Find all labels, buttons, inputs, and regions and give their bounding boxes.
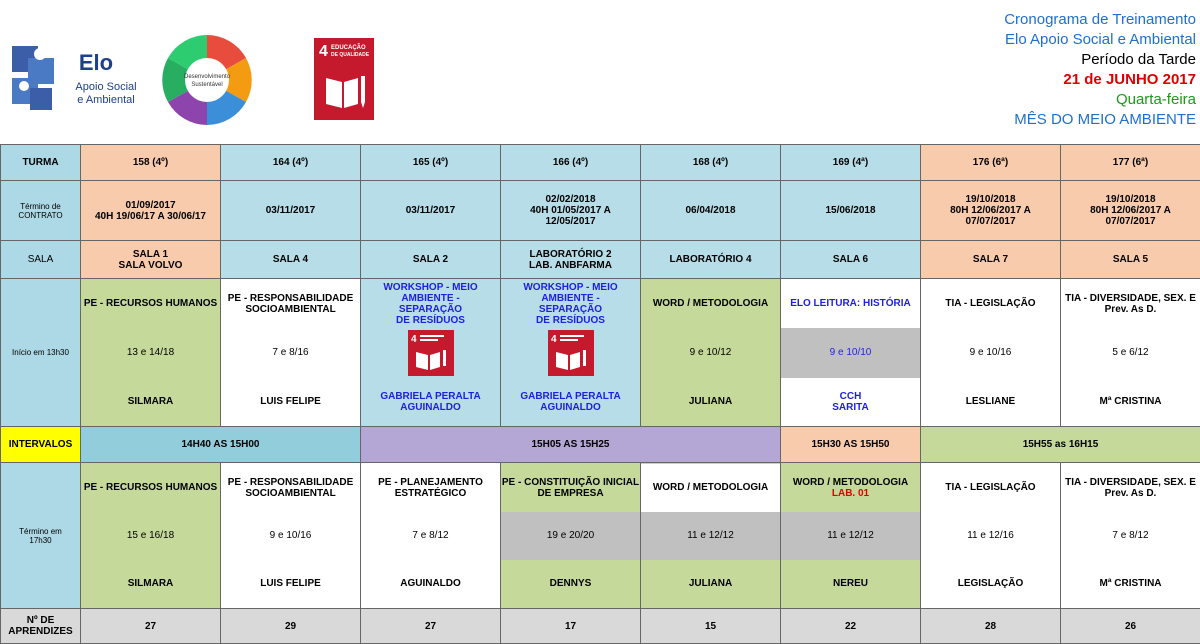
header-date: 21 de JUNHO 2017 [1063,71,1196,88]
turma-164: 164 (4º) [221,145,361,181]
contrato-line: 80H 12/06/2017 A [1090,205,1171,216]
class-block [221,463,361,609]
lessons: 13 e 14/18 [126,346,175,358]
lessons: 7 e 8/12 [412,529,449,541]
sala-cell [641,241,781,279]
instructor: DENNYS [549,577,592,589]
class-block [81,463,221,609]
instructor: JULIANA [688,395,733,407]
instructor: GABRIELA PERALTA [520,390,621,402]
instructor: Mª CRISTINA [1099,577,1162,589]
lessons: 9 e 10/10 [781,328,920,378]
interval-2: 15H05 AS 15H25 [361,427,781,463]
contrato-line: 02/02/2018 [545,194,596,205]
label-termino-17h30 [1,463,81,609]
turma-168: 168 (4º) [641,145,781,181]
contrato-line: 19/10/2018 [1105,194,1156,205]
instructor-2: SARITA [832,401,869,413]
class-block [81,279,221,427]
aprendizes-count: 15 [641,609,781,644]
class-block [501,279,641,427]
row-turma [1,145,1200,181]
subject: WORD / METODOLOGIA [652,297,769,309]
sala-cell [921,241,1061,279]
lessons: 15 e 16/18 [126,529,175,541]
label-intervalos: INTERVALOS [1,427,81,463]
subject: WORKSHOP - MEIO AMBIENTE -SEPARAÇÃO [383,281,478,315]
sdg4-icon [408,330,454,376]
subject: TIA - DIVERSIDADE, SEX. E [1065,476,1196,488]
ods-logo [160,33,254,127]
subject-2: ESTRATÉGICO [394,487,467,499]
contrato-line: 07/07/2017 [965,216,1016,227]
label-term-1: Término em [19,526,62,536]
instructor: LEGISLAÇÃO [957,577,1024,589]
label-sala: SALA [1,241,81,279]
elo-logo-name: Elo [78,50,114,75]
subject: TIA - LEGISLAÇÃO [945,481,1036,493]
sala-line: LABORATÓRIO 2 [529,248,612,260]
instructor: LUIS FELIPE [260,395,321,407]
instructor-2: AGUINALDO [400,401,461,413]
contrato-line: 03/11/2017 [265,205,316,216]
contrato-cell [1061,181,1200,241]
sala-cell [1061,241,1200,279]
subject-2: SOCIOAMBIENTAL [245,303,336,315]
header-line-1: Cronograma de Treinamento [1004,11,1196,28]
subject: ELO LEITURA: HISTÓRIA [790,297,911,309]
subject: PE - PLANEJAMENTO [378,476,483,488]
instructor: SILMARA [127,577,174,589]
svg-text:4: 4 [550,333,557,345]
subject: WORD / METODOLOGIA [792,476,909,488]
sala-line: SALA 6 [832,254,869,265]
lessons: 19 e 20/20 [501,512,640,560]
contrato-cell [221,181,361,241]
sala-cell [81,241,221,279]
instructor: GABRIELA PERALTA [380,390,481,402]
contrato-line: 40H 01/05/2017 A [530,205,611,216]
row-sala [1,241,1200,279]
subject: PE - RESPONSABILIDADE [227,476,354,488]
instructor-2: AGUINALDO [540,401,601,413]
sala-cell [501,241,641,279]
aprendizes-count: 27 [81,609,221,644]
contrato-cell [641,181,781,241]
contrato-cell [361,181,501,241]
instructor: JULIANA [688,577,733,589]
contrato-cell [781,181,921,241]
interval-3: 15H30 AS 15H50 [781,427,921,463]
label-inicio [1,279,81,427]
subject: WORKSHOP - MEIO AMBIENTE -SEPARAÇÃO [523,281,618,315]
subject-2: DE RESÍDUOS [396,314,465,326]
sala-line: SALA 1 [132,248,169,260]
elo-logo [8,40,158,120]
contrato-line: 01/09/2017 [125,199,176,211]
label-termino-2: CONTRATO [18,210,63,220]
class-block [221,279,361,427]
svg-text:4: 4 [410,333,417,345]
ods-center-1: Desenvolvimento [183,74,231,80]
sala-cell [781,241,921,279]
schedule-table [0,144,1200,644]
contrato-cell [81,181,221,241]
interval-1: 14H40 AS 15H00 [81,427,361,463]
subject: TIA - LEGISLAÇÃO [945,297,1036,309]
row-tarde2 [1,463,1200,513]
lab-note: LAB. 01 [831,487,870,499]
class-block [641,463,781,609]
contrato-line: 80H 12/06/2017 A [950,205,1031,216]
turma-166: 166 (4º) [501,145,641,181]
lessons: 9 e 10/12 [689,346,732,358]
row-contrato [1,181,1200,241]
turma-177: 177 (6ª) [1061,145,1200,181]
subject-2: Prev. As D. [1104,487,1157,499]
instructor: LESLIANE [965,395,1016,407]
header-line-3: Período da Tarde [1081,51,1196,68]
sala-line: SALA 5 [1112,254,1149,265]
contrato-line: 19/10/2018 [965,194,1016,205]
class-block [921,463,1061,609]
lessons: 9 e 10/16 [269,529,312,541]
instructor: LUIS FELIPE [260,577,321,589]
subject: TIA - DIVERSIDADE, SEX. E [1065,292,1196,304]
sala-line: SALA 2 [412,254,449,265]
sala-line: LAB. ANBFARMA [529,259,612,271]
contrato-line: 15/06/2018 [825,205,876,216]
class-block [781,463,921,609]
class-block [501,463,641,609]
class-block [1061,279,1200,427]
header-weekday: Quarta-feira [1115,91,1196,108]
subject: PE - RESPONSABILIDADE [227,292,354,304]
contrato-line: 03/11/2017 [405,205,456,216]
instructor: Mª CRISTINA [1099,395,1162,407]
interval-4: 15H55 as 16H15 [921,427,1200,463]
sdg4-text-2: DE QUALIDADE [331,52,370,58]
class-block [361,279,501,427]
turma-169: 169 (4ª) [781,145,921,181]
aprendizes-count: 27 [361,609,501,644]
contrato-cell [921,181,1061,241]
subject-2: DE EMPRESA [537,487,604,499]
label-aprendizes: Nº DE APRENDIZES [1,609,81,644]
subject-2: SOCIOAMBIENTAL [245,487,336,499]
contrato-cell [501,181,641,241]
class-block [361,463,501,609]
ods-center-2: Sustentável [191,82,223,88]
contrato-line: 06/04/2018 [685,205,736,216]
sala-cell [221,241,361,279]
label-termino-1: Término de [20,201,61,211]
subject-2: DE RESÍDUOS [536,314,605,326]
subject: WORD / METODOLOGIA [641,464,780,512]
sdg4-logo [314,38,374,120]
instructor: AGUINALDO [400,577,461,589]
contrato-line: 07/07/2017 [1105,216,1156,227]
subject: PE - RECURSOS HUMANOS [83,481,218,493]
subject-2: Prev. As D. [1104,303,1157,315]
instructor: SILMARA [127,395,174,407]
aprendizes-count: 29 [221,609,361,644]
contrato-line: 40H 19/06/17 A 30/06/17 [94,210,206,222]
lessons: 7 e 8/12 [1112,529,1149,541]
turma-158: 158 (4º) [81,145,221,181]
class-block [781,279,921,427]
turma-176: 176 (6ª) [921,145,1061,181]
lessons: 5 e 6/12 [1112,346,1149,358]
header-title-block [1004,10,1196,130]
class-block [1061,463,1200,609]
elo-logo-sub1: Apoio Social [75,81,137,93]
lessons: 11 e 12/16 [967,529,1014,541]
row-aprendizes [1,609,1200,644]
turma-165: 165 (4º) [361,145,501,181]
header-theme: MÊS DO MEIO AMBIENTE [1014,111,1196,128]
sdg4-number: 4 [319,43,328,60]
sdg4-icon [548,330,594,376]
header [0,0,1200,145]
sala-line: SALA 7 [972,254,1009,265]
sala-line: SALA 4 [272,254,309,265]
subject: PE - RECURSOS HUMANOS [83,297,218,309]
lessons: 9 e 10/16 [969,346,1012,358]
instructor: CCH [839,390,862,402]
label-turma: TURMA [1,145,81,181]
row-tarde1-subject [1,279,1200,329]
row-intervalos [1,427,1200,463]
subject: PE - CONSTITUIÇÃO INICIAL [501,476,640,488]
sdg4-text-1: EDUCAÇÃO [331,45,366,51]
label-term-2: 17h30 [29,535,52,545]
sala-line: SALA VOLVO [118,259,183,271]
label-termino-contrato [1,181,81,241]
sala-line: LABORATÓRIO 4 [669,254,752,265]
aprendizes-count: 26 [1061,609,1200,644]
aprendizes-count: 22 [781,609,921,644]
class-block [641,279,781,427]
aprendizes-count: 28 [921,609,1061,644]
aprendizes-count: 17 [501,609,641,644]
lessons: 7 e 8/16 [272,346,309,358]
instructor: NEREU [832,577,868,589]
sala-cell [361,241,501,279]
header-line-2: Elo Apoio Social e Ambiental [1005,31,1196,48]
elo-logo-sub2: e Ambiental [77,94,135,106]
label-inicio-text: Início em 13h30 [12,348,69,357]
contrato-line: 12/05/2017 [545,216,596,227]
class-block [921,279,1061,427]
lessons: 11 e 12/12 [641,512,780,560]
lessons: 11 e 12/12 [781,512,920,560]
